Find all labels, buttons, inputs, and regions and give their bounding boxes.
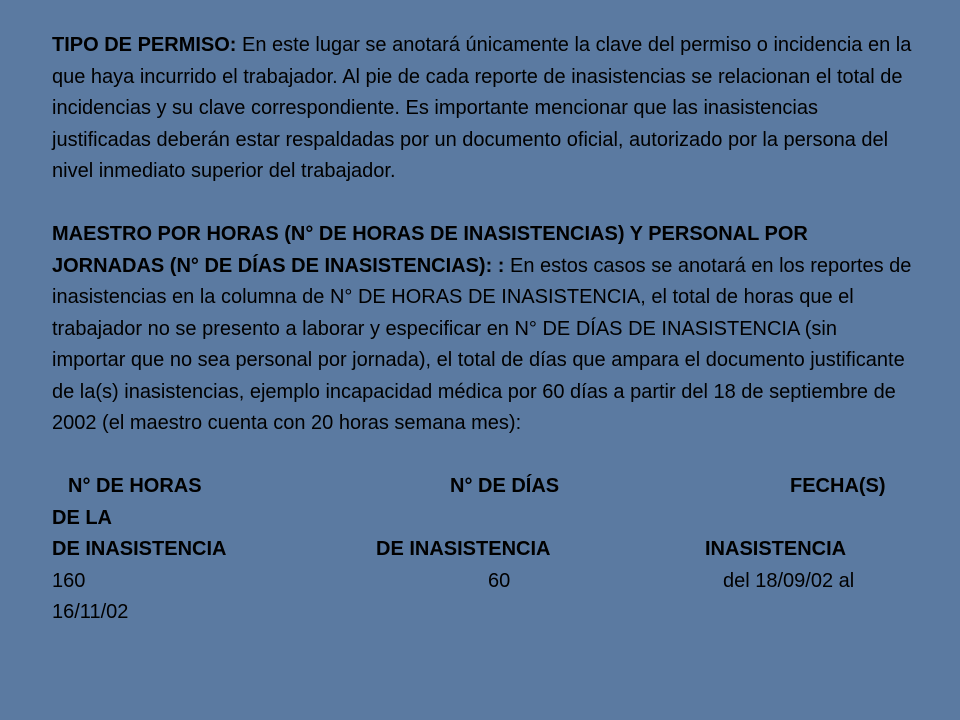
header-days-sub: DE INASISTENCIA [376,538,551,560]
paragraph-1-text: En este lugar se anotará únicamente la clave del permiso o incidencia en la que haya incurrido el trabajador. Al pie de cada reporte de inasistencias se relacionan el total de incidencias y su clave correspondiente. Es importante mencionar que las inasistencias justificadas deberán estar respaldadas por un documento oficial, autorizado por la persona del nivel inmediato superior del trabajador. [52,34,912,182]
paragraph-tipo-de-permiso [52,30,912,188]
table-data-row [52,566,912,598]
cell-dates-wrap: 16/11/02 [52,601,129,623]
cell-dates: del 18/09/02 al [723,569,855,592]
table-spacer [52,440,912,472]
table-header-row-1 [52,471,912,503]
cell-days: 60 [488,569,511,592]
example-table [52,471,912,566]
paragraph-2-label: MAESTRO POR HORAS (N° DE HORAS DE INASISTENCIAS) Y PERSONAL POR JORNADAS (N° DE DÍAS DE INASISTENCIAS): : [52,223,808,277]
table-data [52,566,912,629]
paragraph-2-text: En estos casos se anotará en los reportes de inasistencias en la columna de N° DE HORAS DE INASISTENCIA, el total de horas que el trabajador no se presento a laborar y especificar en N° DE DÍAS DE INASISTENCIA (sin importar que no sea personal por jornada), el total de días que ampara el documento justificante de la(s) inasistencias, ejemplo incapacidad médica por 60 días a partir del 18 de septiembre de 2002 (el maestro cuenta con 20 horas semana mes): [52,254,912,434]
header-dates: FECHA(S) [790,475,886,497]
header-hours: N° DE HORAS [68,475,202,497]
header-days: N° DE DÍAS [450,475,560,497]
table-header-wrap-row [52,503,912,535]
header-hours-sub: DE INASISTENCIA [52,538,227,560]
table-data-wrap-row [52,597,912,629]
paragraph-spacer [52,188,912,220]
header-dates-sub: INASISTENCIA [705,538,847,560]
cell-hours: 160 [52,569,86,592]
paragraph-1-label: TIPO DE PERMISO: [52,34,237,56]
table-header-row-2 [52,534,912,566]
slide-body [52,30,912,629]
paragraph-maestro-por-horas [52,219,912,440]
header-dates-wrap: DE LA [52,506,112,529]
